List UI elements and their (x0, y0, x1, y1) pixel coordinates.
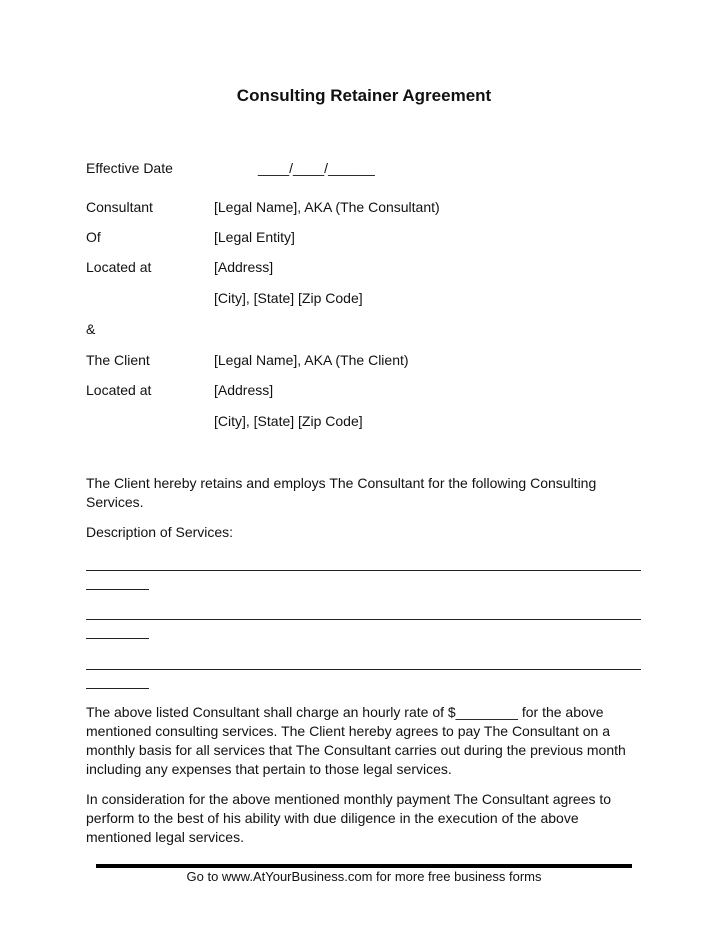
document-title: Consulting Retainer Agreement (236, 86, 492, 105)
description-of-services-label: Description of Services: (86, 524, 234, 540)
footer-divider (96, 864, 632, 868)
client-value: [Legal Name], AKA (The Client) (214, 352, 409, 368)
description-line-1 (86, 570, 641, 571)
client-located-label: Located at (86, 382, 152, 398)
description-line-1-tail (86, 589, 149, 590)
retain-paragraph: The Client hereby retains and employs The Consultant for the following Consulting Services. (86, 475, 597, 510)
ampersand-label: & (86, 321, 96, 337)
consultant-located-label: Located at (86, 259, 152, 275)
client-city-value: [City], [State] [Zip Code] (214, 413, 363, 429)
effective-date-value: ____/____/______ (258, 160, 375, 176)
description-line-3 (86, 669, 641, 670)
rate-paragraph: The above listed Consultant shall charge an hourly rate of $________ for the above mentioned consulting services. The Client hereby agrees to pay The Consultant on a monthly basis for all services that The Consultant carries out during the previous month including any expenses that pertain to those legal services. (86, 704, 626, 777)
consultant-label: Consultant (86, 199, 153, 215)
consultant-city-value: [City], [State] [Zip Code] (214, 290, 363, 306)
effective-date-label: Effective Date (86, 160, 173, 176)
description-line-3-tail (86, 688, 149, 689)
footer-text: Go to www.AtYourBusiness.com for more free business forms (186, 869, 542, 884)
description-line-2 (86, 619, 641, 620)
legal-entity-value: [Legal Entity] (214, 229, 295, 245)
description-line-2-tail (86, 638, 149, 639)
consultant-address-value: [Address] (214, 259, 274, 275)
consultant-value: [Legal Name], AKA (The Consultant) (214, 199, 440, 215)
client-label: The Client (86, 352, 150, 368)
consideration-paragraph: In consideration for the above mentioned monthly payment The Consultant agrees to perform to the best of his ability with due diligence in the execution of the above mentioned legal services. (86, 791, 612, 845)
of-label: Of (86, 229, 101, 245)
client-address-value: [Address] (214, 382, 274, 398)
